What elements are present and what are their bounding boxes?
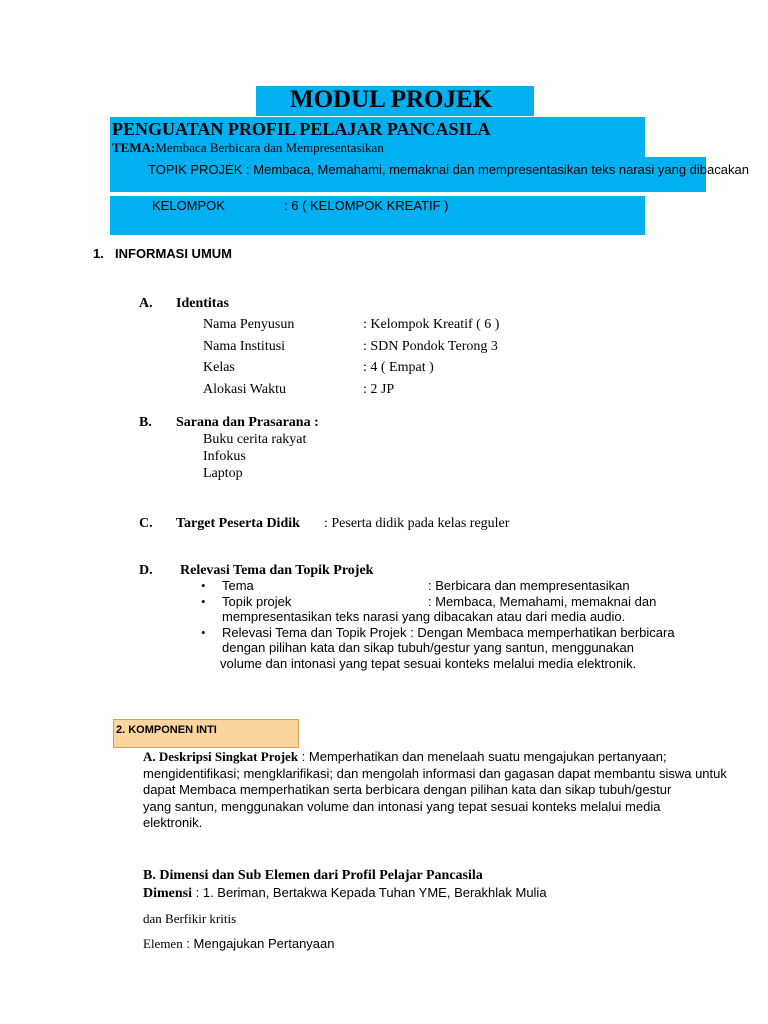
bullet-2: • (201, 594, 206, 609)
target-title: Target Peserta Didik (176, 516, 300, 531)
elemen-value: : Mengajukan Pertanyaan (182, 936, 335, 951)
relevasi-letter: D. (139, 563, 153, 578)
identitas-label-1: Nama Institusi (203, 339, 286, 354)
dimensi-cont: dan Berfikir kritis (143, 911, 237, 926)
identitas-label-0: Nama Penyusun (203, 317, 295, 332)
identitas-value-0: : Kelompok Kreatif ( 6 ) (363, 317, 500, 332)
topik-line (148, 162, 749, 177)
deskripsi-line-5: elektronik. (143, 815, 203, 830)
deskripsi-text-1: : Memperhatikan dan menelaah suatu mengajukan pertanyaan; (298, 749, 667, 764)
sarana-item-0: Buku cerita rakyat (203, 432, 307, 447)
tema-value: Membaca Berbicara dan Mempresentasikan (155, 140, 384, 155)
kelompok-line (152, 198, 448, 213)
relevasi-topik-label: Topik projek (222, 594, 292, 609)
deskripsi-line-4: yang santun, menggunakan volume dan intonasi yang tepat sesuai konteks melalui media (143, 799, 661, 814)
dimensi-label: Dimensi (143, 886, 192, 901)
target-letter: C. (139, 516, 153, 531)
page-subtitle: PENGUATAN PROFIL PELAJAR PANCASILA (112, 119, 491, 139)
sarana-item-2: Laptop (203, 466, 243, 481)
page-title: MODUL PROJEK (290, 86, 493, 113)
identitas-label-2: Kelas (203, 360, 235, 375)
identitas-title: Identitas (176, 296, 229, 311)
relevasi-line-3: volume dan intonasi yang tepat sesuai konteks melalui media elektronik. (220, 656, 637, 671)
section1-title: INFORMASI UMUM (115, 246, 232, 261)
identitas-letter: A. (139, 296, 153, 311)
elemen-label: Elemen (143, 936, 183, 951)
tema-label: TEMA: (112, 140, 156, 155)
deskripsi-line-2: mengidentifikasi; mengklarifikasi; dan mengolah informasi dan gagasan dapat membantu siswa untuk (143, 766, 727, 781)
dimensi-value: : 1. Beriman, Bertakwa Kepada Tuhan YME, Berakhlak Mulia (192, 885, 547, 900)
topik-label: TOPIK PROJEK (148, 162, 243, 177)
relevasi-line-1: Relevasi Tema dan Topik Projek : Dengan Membaca memperhatikan berbicara (222, 625, 675, 640)
bullet-3: • (201, 625, 206, 640)
relevasi-topik-cont: mempresentasikan teks narasi yang dibacakan atau dari media audio. (222, 609, 626, 624)
relevasi-topik-value: : Membaca, Memahami, memaknai dan (428, 594, 657, 609)
sarana-letter: B. (139, 415, 152, 430)
section2-heading: 2. KOMPONEN INTI (116, 724, 217, 736)
bullet-1: • (201, 578, 206, 593)
kelompok-label: KELOMPOK (152, 198, 225, 213)
deskripsi-line-1 (143, 749, 667, 765)
kelompok-value: : 6 ( KELOMPOK KREATIF ) (284, 198, 449, 213)
sarana-title: Sarana dan Prasarana : (176, 415, 319, 430)
deskripsi-line-3: dapat Membaca memperhatikan serta berbicara dengan pilihan kata dan sikap tubuh/gestur (143, 782, 672, 797)
tema-line (112, 140, 384, 156)
identitas-value-2: : 4 ( Empat ) (363, 360, 434, 375)
elemen-line (143, 936, 335, 952)
topik-value: : Membaca, Memahami, memaknai dan mempresentasikan teks narasi yang dibacakan (246, 162, 749, 177)
target-value: : Peserta didik pada kelas reguler (324, 516, 510, 531)
section1-heading (93, 246, 232, 261)
deskripsi-title: A. Deskripsi Singkat Projek (143, 749, 299, 764)
relevasi-title: Relevasi Tema dan Topik Projek (180, 563, 374, 578)
relevasi-line-2: dengan pilihan kata dan sikap tubuh/gestur yang santun, menggunakan (222, 640, 634, 655)
dimensi-line (143, 885, 547, 902)
sarana-item-1: Infokus (203, 449, 246, 464)
identitas-label-3: Alokasi Waktu (203, 382, 286, 397)
identitas-value-3: : 2 JP (363, 382, 395, 397)
relevasi-tema-label: Tema (222, 578, 254, 593)
identitas-value-1: : SDN Pondok Terong 3 (363, 339, 498, 354)
relevasi-tema-value: : Berbicara dan mempresentasikan (428, 578, 630, 593)
section1-number: 1. (93, 246, 104, 261)
dimensi-section-title: B. Dimensi dan Sub Elemen dari Profil Pelajar Pancasila (143, 868, 483, 883)
